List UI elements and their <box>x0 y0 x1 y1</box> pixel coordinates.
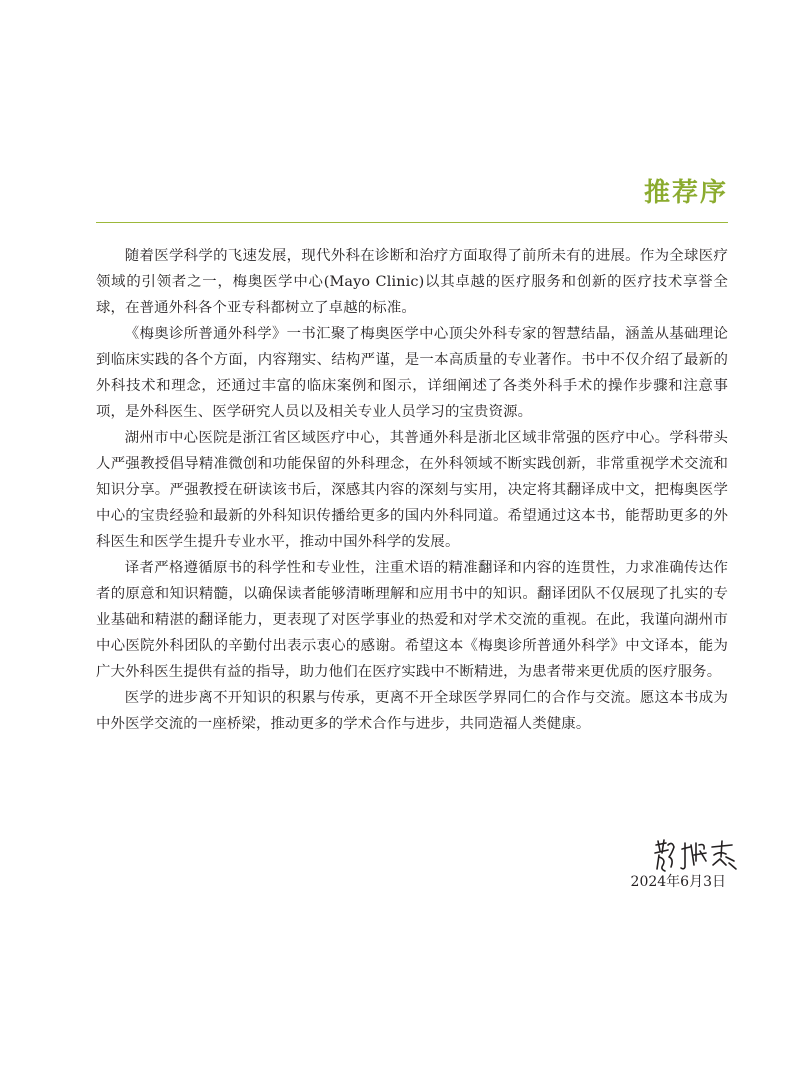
paragraph: 医学的进步离不开知识的积累与传承，更离不开全球医学界同仁的合作与交流。愿这本书成为中外医学交流的一座桥梁，推动更多的学术合作与进步，共同造福人类健康。 <box>96 690 728 732</box>
paragraph: 《梅奥诊所普通外科学》一书汇聚了梅奥医学中心顶尖外科专家的智慧结晶，涵盖从基础理论到临床实践的各个方面，内容翔实、结构严谨，是一本高质量的专业著作。书中不仅介绍了最新的外科技术和理念，还通过丰富的临床案例和图示，详细阐述了各类外科手术的操作步骤和注意事项，是外科医生、医学研究人员以及相关专业人员学习的宝贵资源。 <box>96 326 728 420</box>
paragraph: 湖州市中心医院是浙江省区域医疗中心，其普通外科是浙北区域非常强的医疗中心。学科带头人严强教授倡导精准微创和功能保留的外科理念，在外科领域不断实践创新，非常重视学术交流和知识分享。严强教授在研读该书后，深感其内容的深刻与实用，决定将其翻译成中文，把梅奥医学中心的宝贵经验和最新的外科知识传播给更多的国内外科同道。希望通过这本书，能帮助更多的外科医生和医学生提升专业水平，推动中国外科学的发展。 <box>96 430 728 550</box>
title-divider <box>96 222 728 223</box>
paragraph: 译者严格遵循原书的科学性和专业性，注重术语的精准翻译和内容的连贯性，力求准确传达作者的原意和知识精髓，以确保读者能够清晰理解和应用书中的知识。翻译团队不仅展现了扎实的专业基础和精湛的翻译能力，更表现了对医学事业的热爱和对学术交流的重视。在此，我谨向湖州市中心医院外科团队的辛勤付出表示衷心的感谢。希望这本《梅奥诊所普通外科学》中文译本，能为广大外科医生提供有益的指导，助力他们在医疗实践中不断精进，为患者带来更优质的医疗服务。 <box>96 560 728 680</box>
paragraph: 随着医学科学的飞速发展，现代外科在诊断和治疗方面取得了前所未有的进展。作为全球医疗领域的引领者之一，梅奥医学中心(Mayo Clinic)以其卓越的医疗服务和创新的医疗技术享誉全球，在普通外科各个亚专科都树立了卓越的标准。 <box>96 248 728 316</box>
signature-date: 2024年6月3日 <box>630 874 726 890</box>
page-title: 推荐序 <box>643 178 728 208</box>
handwritten-signature <box>650 835 740 875</box>
preface-body <box>96 243 728 737</box>
